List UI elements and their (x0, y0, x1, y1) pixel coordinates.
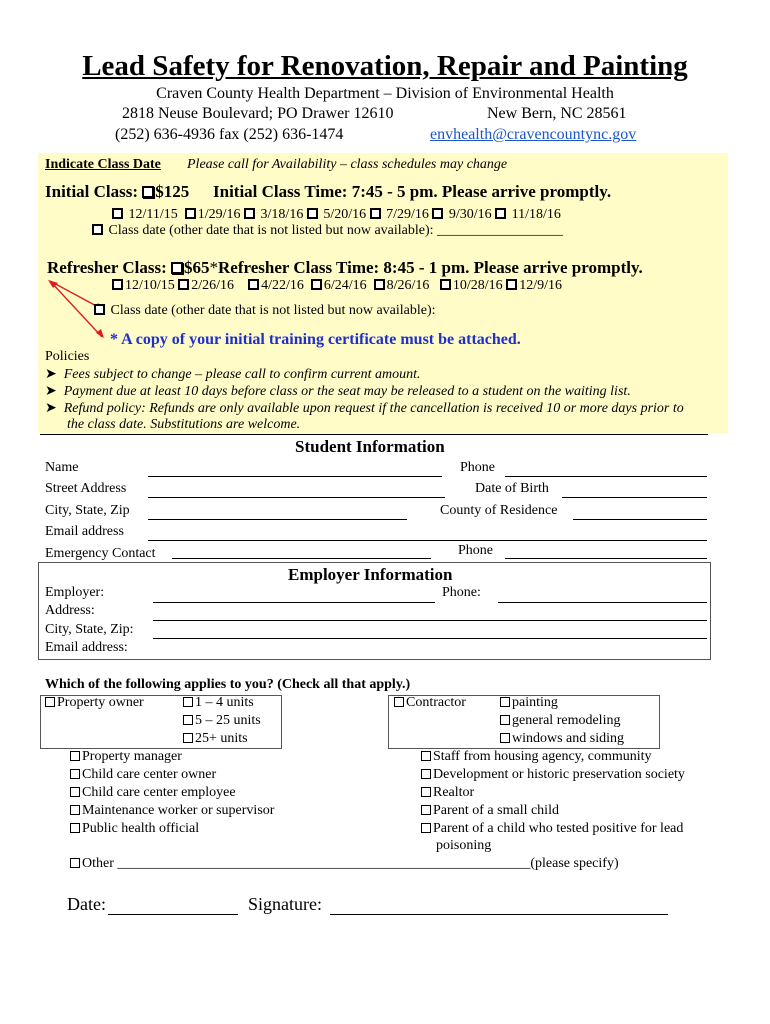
checkbox[interactable] (70, 805, 80, 815)
contractor-type-option[interactable] (500, 695, 558, 711)
refresher-class-row (47, 258, 643, 278)
initial-class-price: $125 (155, 182, 190, 201)
refresher-date: 8/26/16 (386, 278, 430, 293)
checkbox[interactable] (70, 769, 80, 779)
department-line: Craven County Health Department – Division of Environmental Health (156, 85, 614, 102)
initial-date-checkbox[interactable] (432, 208, 443, 219)
refresher-date: 6/24/16 (323, 278, 367, 293)
policy-item: ➤ Payment due at least 10 days before class or the seat may be released to a student on the waiting list. (45, 384, 631, 399)
street-address-label: Street Address (45, 481, 127, 496)
policy-item: ➤ Fees subject to change – please call to confirm current amount. (45, 367, 421, 382)
other-option[interactable] (70, 856, 619, 872)
option-label: Property owner (57, 695, 144, 710)
applies-option[interactable] (421, 749, 652, 765)
refresher-date: 12/9/16 (519, 278, 562, 293)
applies-option[interactable] (421, 803, 559, 819)
applies-option[interactable] (70, 767, 216, 783)
checkbox[interactable] (500, 715, 510, 725)
checkbox[interactable] (421, 769, 431, 779)
option-label: Staff from housing agency, community (433, 749, 652, 764)
refresher-date: 12/10/15 (125, 278, 175, 293)
applies-option[interactable] (421, 767, 685, 783)
initial-dates-row (112, 207, 561, 223)
option-label: Child care center owner (82, 767, 217, 782)
refresher-date: 2/26/16 (191, 278, 235, 293)
initial-date-checkbox[interactable] (185, 208, 196, 219)
refresher-date-checkbox[interactable] (374, 279, 385, 290)
initial-date: 11/18/16 (511, 207, 561, 222)
emergency-phone-label: Phone (458, 543, 493, 558)
applies-option[interactable] (70, 803, 274, 819)
option-label: Parent of a child who tested positive for lead (433, 821, 684, 836)
employer-city-field[interactable] (153, 638, 707, 639)
refresher-class-price: $65 (184, 258, 210, 277)
phone-field[interactable] (505, 476, 707, 477)
name-label: Name (45, 460, 79, 475)
email-link[interactable]: envhealth@cravencountync.gov (430, 126, 637, 143)
refresher-other-date-checkbox[interactable] (94, 304, 105, 315)
option-label: Contractor (406, 695, 466, 710)
checkbox[interactable] (500, 697, 510, 707)
option-label: Realtor (433, 785, 475, 800)
checkbox[interactable] (70, 787, 80, 797)
initial-other-date-label: Class date (other date that is not listed but now available): __________________ (108, 223, 564, 238)
refresher-date-checkbox[interactable] (178, 279, 189, 290)
units-option[interactable] (183, 731, 248, 747)
employer-address-field[interactable] (153, 620, 707, 621)
employer-label: Employer: (45, 585, 105, 600)
checkbox[interactable] (500, 733, 510, 743)
employer-phone-field[interactable] (498, 602, 707, 603)
checkbox[interactable] (394, 697, 404, 707)
city-state-zip-label: City, State, Zip (45, 503, 130, 518)
checkbox[interactable] (183, 733, 193, 743)
employer-info-heading: Employer Information (288, 565, 453, 584)
refresher-class-label: Refresher Class: (47, 258, 167, 277)
signature-label: Signature: (248, 894, 322, 914)
county-field[interactable] (573, 519, 707, 520)
units-option[interactable] (183, 713, 261, 729)
option-label: 5 – 25 units (195, 713, 261, 728)
policy-item: ➤ Refund policy: Refunds are only available upon request if the cancellation is received 10 or more days prior to (45, 401, 684, 416)
refresher-date-checkbox[interactable] (440, 279, 451, 290)
employer-city-label: City, State, Zip: (45, 622, 134, 637)
refresher-date: 10/28/16 (452, 278, 503, 293)
date-label: Date: (67, 894, 106, 914)
initial-date: 7/29/16 (386, 207, 429, 222)
policy-text: Refund policy: Refunds are only available upon request if the cancellation is received 10 or more days prior to (63, 401, 684, 416)
option-label: painting (512, 695, 558, 710)
county-label: County of Residence (440, 503, 558, 518)
name-field[interactable] (148, 476, 442, 477)
availability-note: Please call for Availability – class schedules may change (187, 157, 508, 172)
units-option[interactable] (183, 695, 254, 711)
refresher-date-checkbox[interactable] (506, 279, 517, 290)
applies-option[interactable] (421, 821, 683, 837)
initial-date-checkbox[interactable] (244, 208, 255, 219)
refresher-other-date-row (94, 303, 436, 319)
email-address-label: Email address (45, 524, 124, 539)
option-label: Property manager (82, 749, 182, 764)
checkbox[interactable] (421, 787, 431, 797)
emergency-contact-field[interactable] (172, 558, 431, 559)
initial-date-checkbox[interactable] (307, 208, 318, 219)
checkbox[interactable] (70, 858, 80, 868)
applies-option[interactable] (421, 785, 474, 801)
property-owner-option[interactable] (45, 695, 144, 711)
refresher-date-checkbox[interactable] (248, 279, 259, 290)
contractor-option[interactable] (394, 695, 466, 711)
option-label: Parent of a small child (433, 803, 559, 818)
initial-other-date-checkbox[interactable] (92, 224, 103, 235)
initial-date: 3/18/16 (260, 207, 304, 222)
refresher-star: * (209, 258, 219, 277)
refresher-class-checkbox[interactable] (171, 262, 183, 274)
policy-text: Fees subject to change – please call to confirm current amount. (63, 367, 421, 382)
refresher-dates-row (112, 278, 562, 294)
city-state-zip-field[interactable] (148, 519, 407, 520)
date-of-birth-label: Date of Birth (475, 481, 549, 496)
option-label: Other ___________________________________________________________(please specify) (82, 856, 619, 871)
initial-class-row (45, 182, 189, 202)
initial-class-checkbox[interactable] (142, 186, 154, 198)
street-address-field[interactable] (148, 497, 445, 498)
date-of-birth-field[interactable] (562, 497, 707, 498)
divider (40, 434, 708, 435)
refresher-class-time: Refresher Class Time: 8:45 - 1 pm. Please arrive promptly. (218, 258, 643, 277)
policy-text-cont: the class date. Substitutions are welcome. (67, 417, 301, 432)
checkbox[interactable] (421, 805, 431, 815)
applies-option[interactable] (70, 749, 182, 765)
checkbox[interactable] (70, 751, 80, 761)
contractor-type-option[interactable] (500, 731, 624, 747)
checkbox[interactable] (70, 823, 80, 833)
phone-label: Phone (460, 460, 495, 475)
date-field[interactable] (108, 914, 238, 915)
address-line: 2818 Neuse Boulevard; PO Drawer 12610 (122, 105, 394, 122)
refresher-date-checkbox[interactable] (311, 279, 322, 290)
checkbox[interactable] (421, 823, 431, 833)
emergency-phone-field[interactable] (505, 558, 707, 559)
signature-field[interactable] (330, 914, 668, 915)
policy-text: Payment due at least 10 days before class or the seat may be released to a student on the waiting list. (63, 384, 631, 399)
employer-address-label: Address: (45, 603, 95, 618)
option-label: Development or historic preservation society (433, 767, 685, 782)
applies-question: Which of the following applies to you? (Check all that apply.) (45, 677, 411, 692)
city-line: New Bern, NC 28561 (487, 105, 627, 122)
option-label: Public health official (82, 821, 200, 836)
refresher-other-date-label: Class date (other date that is not listed but now available): (110, 303, 436, 318)
initial-class-label: Initial Class: (45, 182, 139, 201)
phone-fax-line: (252) 636-4936 fax (252) 636-1474 (115, 126, 344, 143)
email-address-field[interactable] (148, 540, 707, 541)
employer-field[interactable] (153, 602, 435, 603)
checkbox[interactable] (45, 697, 55, 707)
employer-email-label: Email address: (45, 640, 128, 655)
option-label: Maintenance worker or supervisor (82, 803, 275, 818)
emergency-contact-label: Emergency Contact (45, 546, 156, 561)
contractor-type-option[interactable] (500, 713, 620, 729)
certificate-note: * A copy of your initial training certificate must be attached. (110, 331, 521, 348)
initial-date: 5/20/16 (323, 207, 367, 222)
initial-date-checkbox[interactable] (112, 208, 123, 219)
applies-option[interactable] (70, 785, 236, 801)
employer-phone-label: Phone: (442, 585, 481, 600)
option-label: windows and siding (512, 731, 624, 746)
initial-date: 1/29/16 (197, 207, 241, 222)
checkbox[interactable] (183, 715, 193, 725)
initial-other-date-row (92, 223, 563, 239)
initial-date-checkbox[interactable] (370, 208, 381, 219)
option-label: Child care center employee (82, 785, 236, 800)
checkbox[interactable] (421, 751, 431, 761)
option-label-cont: poisoning (436, 838, 492, 853)
policies-heading: Policies (45, 349, 90, 364)
option-label: 1 – 4 units (195, 695, 254, 710)
page-title: Lead Safety for Renovation, Repair and Painting (82, 50, 688, 82)
option-label: 25+ units (195, 731, 248, 746)
refresher-date: 4/22/16 (261, 278, 304, 293)
initial-class-time: Initial Class Time: 7:45 - 5 pm. Please arrive promptly. (213, 182, 612, 201)
initial-date: 12/11/15 (128, 207, 178, 222)
applies-option[interactable] (70, 821, 199, 837)
initial-date-checkbox[interactable] (495, 208, 506, 219)
student-info-heading: Student Information (295, 437, 445, 456)
initial-date: 9/30/16 (448, 207, 492, 222)
indicate-class-date-label: Indicate Class Date (45, 157, 161, 172)
checkbox[interactable] (183, 697, 193, 707)
option-label: general remodeling (512, 713, 621, 728)
